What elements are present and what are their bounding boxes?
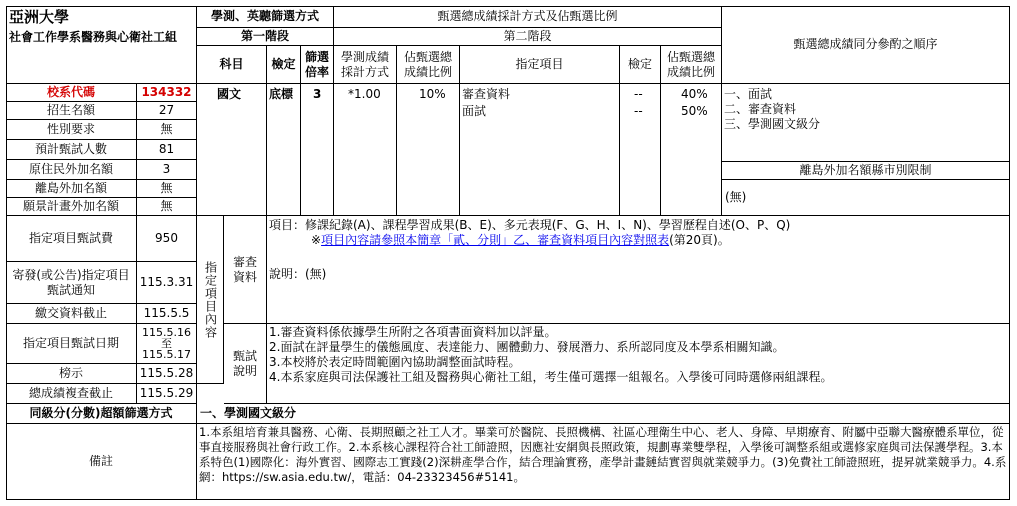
remarks-text: 1.本系組培育兼具醫務、心衛、長期照顧之社工人才。畢業可於醫院、長照機構、社區心理衛生中心、老人、身障、早期療育、附屬中亞聯大醫療體系單位，從事直接服務與社會行政工作。2.本系核心課程符合社工師證照，因應社安網與長照政策，規劃專業雙學程，入學後可調整系組或選修家庭與司法保護學程。3.本系特色(1)國際化：海外實習、國際志工實踐(2)深耕產學合作，結合理論實務，產學計畫鏈結實習與就業競爭力。(3)免費社工師證照班，提昇就業競爭力。4.系網：https://sw.asia.edu.tw/，電話：04-23323456#5141。 (197, 424, 1010, 500)
tie-item-2: 二、審查資料 (724, 102, 797, 116)
interview-content (267, 324, 1010, 404)
school-cell (6, 6, 197, 84)
review-note-link[interactable]: 項目內容請參照本簡章「貳、分則」乙、審查資料項目內容對照表 (321, 233, 670, 247)
info-label: 願景計畫外加名額 (6, 198, 137, 216)
ratio-interview: 50% (681, 104, 708, 118)
interview-line-2: 2.面試在評量學生的儀態風度、表達能力、團體動力、發展潛力、系所認同度及本學系相關知識。 (269, 340, 785, 354)
info-value: 81 (137, 140, 197, 160)
item-ratio-header: 佔甄選總成績比例 (661, 46, 722, 84)
tie-order-list (722, 84, 1010, 162)
review-item: 項目：修課紀錄(A)、課程學習成果(B、E)、多元表現(F、G、H、I、N)、學習歷程自述(O、P、Q) (269, 218, 791, 232)
stage1-check: 底標 (267, 84, 301, 216)
stage1-header: 第一階段 (197, 28, 334, 46)
date-value: 115.5.16 至 115.5.17 (137, 324, 197, 364)
date-value: 115.5.29 (137, 384, 197, 404)
remarks-label: 備註 (6, 424, 197, 500)
stage2-score-ratio: 10% (397, 84, 460, 216)
review-note (269, 233, 1007, 248)
same-level-label: 同級分(分數)超額篩選方式 (6, 404, 197, 424)
stage2-ratios (661, 84, 722, 216)
item-interview: 面試 (462, 104, 487, 118)
same-level-value: 一、學測國文級分 (197, 404, 1010, 424)
info-label: 原住民外加名額 (6, 160, 137, 180)
info-value: 27 (137, 102, 197, 120)
designated-item-header: 指定項目 (460, 46, 620, 84)
score-ratio-header: 佔甄選總成績比例 (397, 46, 460, 84)
info-value: 無 (137, 180, 197, 198)
review-content (267, 216, 1010, 324)
screening-method-header: 學測、英聽篩選方式 (197, 6, 334, 28)
info-value: 無 (137, 120, 197, 140)
review-note-suffix: (第20頁)。 (669, 233, 730, 247)
island-limit-header: 離島外加名額縣市別限制 (722, 162, 1010, 180)
interview-line-4: 4.本系家庭與司法保護社工組及醫務與心衛社工組，考生僅可選擇一組報名。入學後可同時選修兩組課程。 (269, 370, 833, 384)
tie-item-1: 一、面試 (724, 87, 773, 101)
stage2-score-method: *1.00 (334, 84, 397, 216)
ratio-review: 40% (681, 87, 708, 101)
item-review: 審查資料 (462, 87, 511, 101)
interview-line-3: 3.本校將於表定時間範圍內協助調整面試時程。 (269, 355, 521, 369)
info-label: 招生名額 (6, 102, 137, 120)
check2-header: 檢定 (620, 46, 661, 84)
stage1-multiple: 3 (301, 84, 334, 216)
dept-name: 社會工作學系醫務與心衛社工組 (9, 29, 178, 44)
stage2-checks (620, 84, 661, 216)
interview-line-1: 1.審查資料係依據學生所附之各項書面資料加以評量。 (269, 325, 557, 339)
interview-label: 甄試說明 (224, 324, 267, 404)
date-label: 指定項目甄試日期 (6, 324, 137, 364)
date-label: 指定項目甄試費 (6, 216, 137, 262)
info-label: 離島外加名額 (6, 180, 137, 198)
review-note-prefix: ※ (311, 233, 322, 247)
info-value: 無 (137, 198, 197, 216)
review-desc: 說明：(無) (269, 267, 327, 281)
stage2-header: 第二階段 (334, 28, 722, 46)
info-label: 校系代碼 (6, 84, 137, 102)
date-label: 榜示 (6, 364, 137, 384)
stage1-subject: 國文 (197, 84, 267, 216)
tie-order-header: 甄選總成績同分參酌之順序 (722, 6, 1010, 84)
school-name: 亞洲大學 (9, 8, 70, 26)
content-vertical-label (197, 216, 224, 384)
review-label: 審查資料 (224, 216, 267, 324)
subject-header: 科目 (197, 46, 267, 84)
date-value: 950 (137, 216, 197, 262)
stage2-items (460, 84, 620, 216)
info-label: 性別要求 (6, 120, 137, 140)
date-value: 115.5.28 (137, 364, 197, 384)
info-value: 3 (137, 160, 197, 180)
date-label: 繳交資料截止 (6, 304, 137, 324)
date-label: 總成績複查截止 (6, 384, 137, 404)
content-vertical-text: 指定項目內容 (203, 260, 218, 339)
tie-item-3: 三、學測國文級分 (724, 117, 821, 131)
check-header: 檢定 (267, 46, 301, 84)
total-method-header: 甄選總成績採計方式及佔甄選比例 (334, 6, 722, 28)
date-value: 115.5.5 (137, 304, 197, 324)
date-value: 115.3.31 (137, 262, 197, 304)
multiple-header: 篩選倍率 (301, 46, 334, 84)
info-label: 預計甄試人數 (6, 140, 137, 160)
date-label: 寄發(或公告)指定項目甄試通知 (6, 262, 137, 304)
check-interview: -- (634, 104, 643, 118)
check-review: -- (634, 87, 643, 101)
info-value: 134332 (137, 84, 197, 102)
score-method-header: 學測成績採計方式 (334, 46, 397, 84)
island-limit-value: (無) (722, 180, 1010, 216)
